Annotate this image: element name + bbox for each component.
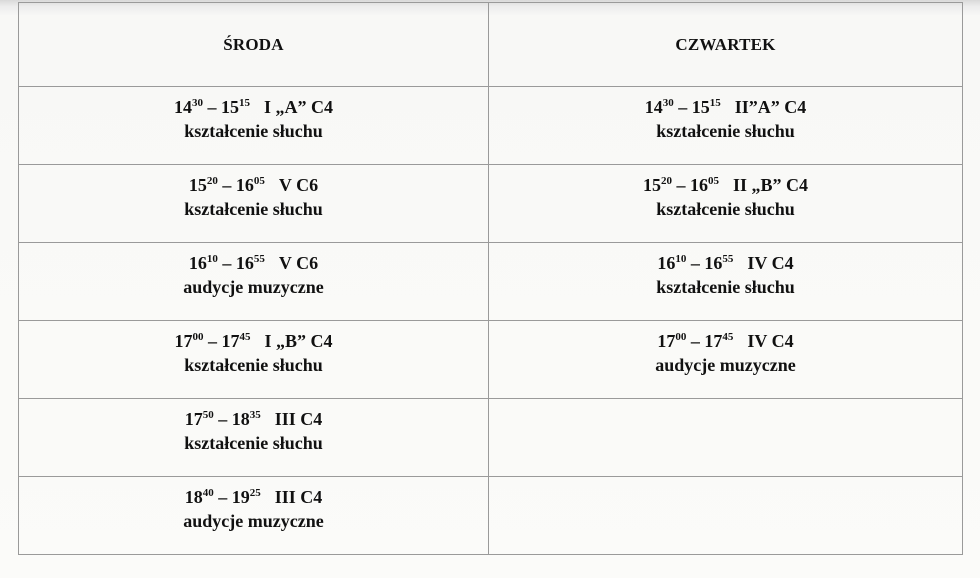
start-minute: 00 <box>675 331 687 343</box>
time-dash: – <box>690 331 700 351</box>
end-minute: 15 <box>238 97 250 109</box>
lesson-subject: audycje muzyczne <box>183 511 324 531</box>
start-minute: 30 <box>191 97 203 109</box>
lesson-time <box>174 331 332 351</box>
thursday-cell <box>489 87 963 165</box>
wednesday-cell <box>19 87 489 165</box>
time-dash: – <box>222 175 232 195</box>
table-row <box>19 165 963 243</box>
table-row <box>19 477 963 555</box>
lesson-group: II „B” C4 <box>732 175 808 195</box>
end-hour: 19 <box>231 487 250 507</box>
table-row <box>19 87 963 165</box>
end-hour: 16 <box>689 175 708 195</box>
lesson-subject: kształcenie słuchu <box>184 199 323 219</box>
lesson-group: I „B” C4 <box>264 331 333 351</box>
start-hour: 15 <box>188 175 207 195</box>
end-minute: 25 <box>249 487 261 499</box>
end-hour: 18 <box>231 409 250 429</box>
start-minute: 20 <box>660 175 672 187</box>
time-dash: – <box>207 331 217 351</box>
end-minute: 45 <box>239 331 251 343</box>
start-hour: 18 <box>184 487 203 507</box>
time-dash: – <box>218 487 228 507</box>
header-thursday: CZWARTEK <box>489 3 963 87</box>
lesson-time <box>657 253 793 273</box>
end-minute: 35 <box>249 409 261 421</box>
end-hour: 15 <box>691 97 710 117</box>
end-hour: 17 <box>221 331 240 351</box>
start-minute: 40 <box>202 487 214 499</box>
start-hour: 14 <box>644 97 663 117</box>
start-hour: 17 <box>184 409 203 429</box>
lesson-time <box>189 253 318 273</box>
lesson-time <box>645 97 807 117</box>
lesson-entry <box>19 165 488 221</box>
lesson-entry <box>19 243 488 299</box>
lesson-entry <box>489 243 962 299</box>
end-minute: 05 <box>707 175 719 187</box>
time-dash: – <box>690 253 700 273</box>
lesson-entry <box>489 321 962 377</box>
end-minute: 55 <box>253 253 265 265</box>
lesson-group: V C6 <box>278 253 319 273</box>
header-wednesday: ŚRODA <box>19 3 489 87</box>
lesson-group: II”A” C4 <box>734 97 807 117</box>
lesson-group: III C4 <box>274 487 323 507</box>
start-minute: 10 <box>206 253 218 265</box>
start-minute: 30 <box>662 97 674 109</box>
lesson-group: V C6 <box>278 175 319 195</box>
time-dash: – <box>676 175 686 195</box>
table-row <box>19 243 963 321</box>
start-hour: 16 <box>188 253 207 273</box>
end-minute: 05 <box>253 175 265 187</box>
end-hour: 16 <box>704 253 723 273</box>
lesson-entry <box>19 321 488 377</box>
lesson-group: III C4 <box>274 409 323 429</box>
start-hour: 15 <box>642 175 661 195</box>
start-hour: 17 <box>657 331 676 351</box>
lesson-entry <box>19 87 488 143</box>
lesson-subject: kształcenie słuchu <box>184 121 323 141</box>
lesson-time <box>189 175 318 195</box>
start-hour: 17 <box>174 331 193 351</box>
time-dash: – <box>222 253 232 273</box>
wednesday-cell <box>19 399 489 477</box>
lesson-time <box>185 409 323 429</box>
lesson-entry <box>489 87 962 143</box>
end-hour: 15 <box>220 97 239 117</box>
lesson-time <box>643 175 808 195</box>
wednesday-cell <box>19 243 489 321</box>
schedule-body <box>19 87 963 555</box>
lesson-group: IV C4 <box>747 331 794 351</box>
lesson-time <box>185 487 323 507</box>
thursday-cell <box>489 243 963 321</box>
start-hour: 14 <box>173 97 192 117</box>
thursday-cell <box>489 477 963 555</box>
time-dash: – <box>207 97 217 117</box>
header-row <box>19 3 963 87</box>
lesson-subject: kształcenie słuchu <box>656 277 795 297</box>
start-minute: 20 <box>206 175 218 187</box>
table-row <box>19 321 963 399</box>
start-hour: 16 <box>657 253 676 273</box>
lesson-entry <box>19 399 488 455</box>
schedule-table <box>18 2 963 555</box>
lesson-entry <box>19 477 488 533</box>
time-dash: – <box>678 97 688 117</box>
thursday-cell <box>489 399 963 477</box>
lesson-subject: kształcenie słuchu <box>656 121 795 141</box>
lesson-time <box>174 97 333 117</box>
lesson-entry <box>489 165 962 221</box>
lesson-subject: audycje muzyczne <box>655 355 796 375</box>
end-hour: 16 <box>235 253 254 273</box>
end-minute: 45 <box>722 331 734 343</box>
wednesday-cell <box>19 165 489 243</box>
table-row <box>19 399 963 477</box>
lesson-subject: kształcenie słuchu <box>656 199 795 219</box>
wednesday-cell <box>19 321 489 399</box>
lesson-subject: kształcenie słuchu <box>184 355 323 375</box>
lesson-time <box>657 331 793 351</box>
end-hour: 17 <box>704 331 723 351</box>
lesson-group: IV C4 <box>747 253 794 273</box>
start-minute: 00 <box>192 331 204 343</box>
lesson-group: I „A” C4 <box>263 97 333 117</box>
end-minute: 55 <box>722 253 734 265</box>
lesson-subject: kształcenie słuchu <box>184 433 323 453</box>
thursday-cell <box>489 165 963 243</box>
start-minute: 50 <box>202 409 214 421</box>
start-minute: 10 <box>675 253 687 265</box>
lesson-subject: audycje muzyczne <box>183 277 324 297</box>
end-hour: 16 <box>235 175 254 195</box>
time-dash: – <box>218 409 228 429</box>
wednesday-cell <box>19 477 489 555</box>
thursday-cell <box>489 321 963 399</box>
end-minute: 15 <box>709 97 721 109</box>
